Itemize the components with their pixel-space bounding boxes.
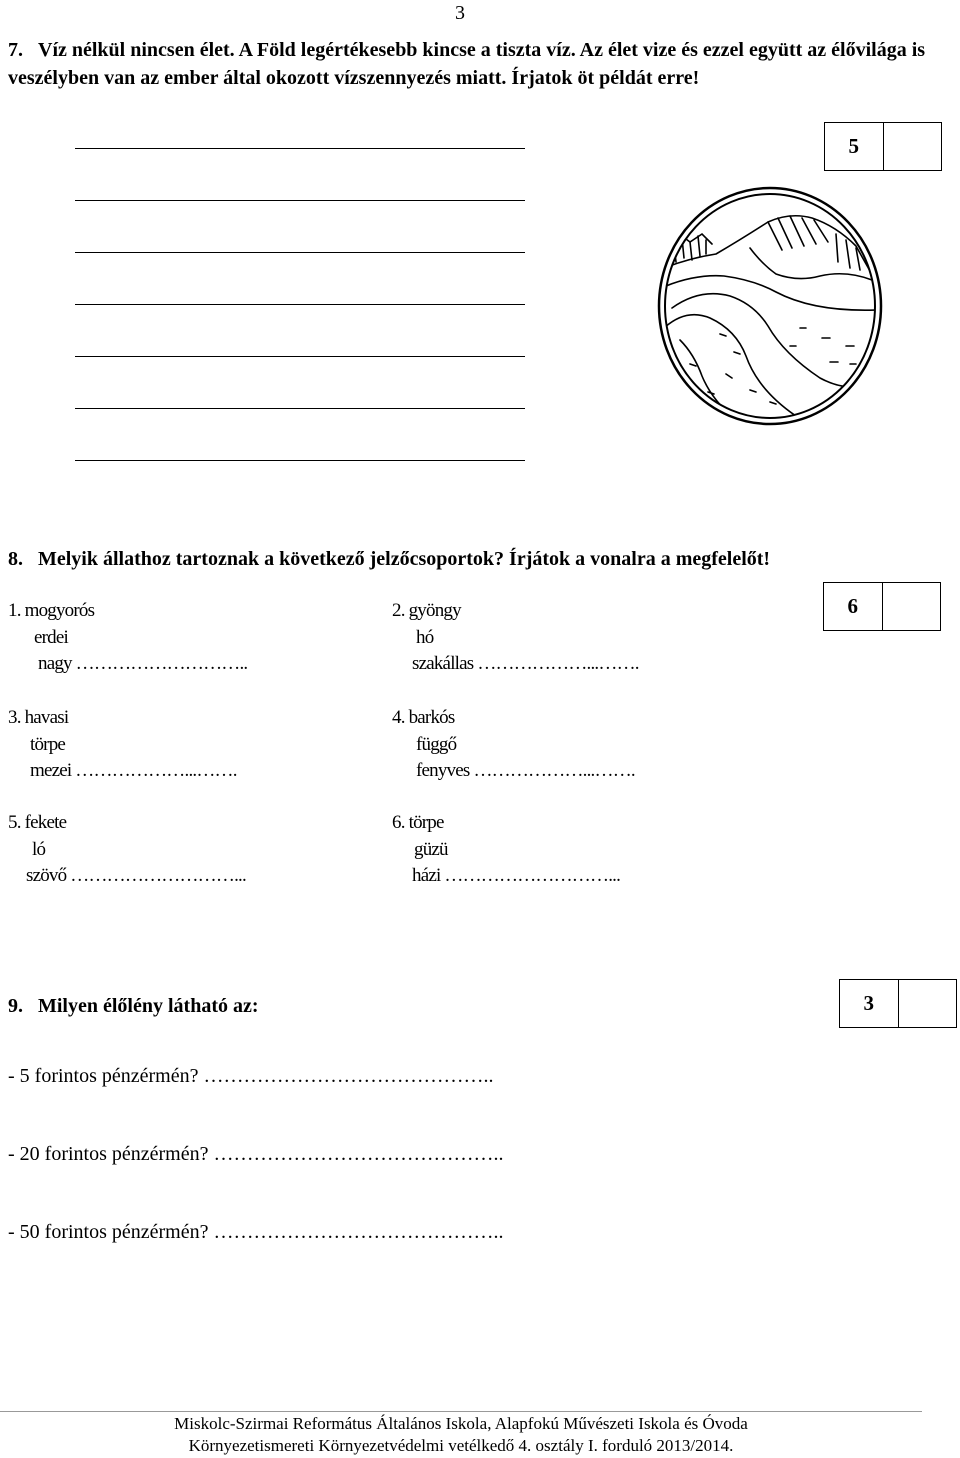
animal-group-5 [8, 810, 246, 890]
score-entry-field[interactable] [899, 980, 957, 1027]
points-label: 6 [824, 583, 883, 630]
answer-dotted-line[interactable]: szövő ………………………... [26, 865, 246, 886]
answer-line-4[interactable] [75, 304, 525, 305]
footer-school-name: Miskolc-Szirmai Református Általános Iskola, Alapfokú Művészeti Iskola és Óvoda [174, 1414, 748, 1433]
group-line: 3. havasi [8, 707, 69, 728]
answer-dotted-line[interactable]: mezei ………………...……. [30, 760, 237, 781]
group-line: güzü [414, 838, 448, 860]
group-line: erdei [34, 626, 68, 648]
group-line: 2. gyöngy [392, 600, 461, 621]
points-label: 3 [840, 980, 899, 1027]
page-number: 3 [455, 2, 465, 24]
animal-group-2 [392, 598, 639, 678]
score-box-q8 [823, 582, 941, 631]
answer-line-3[interactable] [75, 252, 525, 253]
animal-group-3 [8, 705, 237, 785]
answer-line-7[interactable] [75, 460, 525, 461]
question-9 [8, 992, 259, 1020]
question-8 [8, 545, 770, 573]
group-line: 1. mogyorós [8, 600, 95, 621]
question-7 [8, 36, 938, 92]
animal-group-6 [392, 810, 620, 890]
question-7-text: Víz nélkül nincsen élet. A Föld legértékesebb kincse a tiszta víz. Az élet vize és ezzel együtt az élővilága is veszélyben van az ember által okozott vízszennyezés miatt. Írjatok öt példát erre! [8, 39, 926, 89]
answer-line-2[interactable] [75, 200, 525, 201]
animal-group-1 [8, 598, 247, 678]
river-landscape-illustration [650, 178, 890, 438]
group-line: 6. törpe [392, 812, 444, 833]
coin-question-50-forint[interactable]: - 50 forintos pénzérmén? …………………………………….. [8, 1221, 504, 1243]
group-line: hó [416, 626, 434, 648]
group-line: törpe [30, 733, 66, 755]
answer-line-1[interactable] [75, 148, 525, 149]
group-line: ló [32, 838, 46, 860]
question-9-text: Milyen élőlény látható az: [38, 995, 259, 1017]
footer-divider [0, 1411, 922, 1412]
animal-group-4 [392, 705, 635, 785]
score-box-q9 [839, 979, 957, 1028]
answer-line-5[interactable] [75, 356, 525, 357]
answer-dotted-line[interactable]: házi ………………………... [412, 865, 621, 886]
score-entry-field[interactable] [884, 123, 942, 170]
points-label: 5 [825, 123, 884, 170]
question-7-number: 7. [8, 39, 23, 61]
group-line: 4. barkós [392, 707, 455, 728]
question-8-number: 8. [8, 548, 23, 570]
question-8-text: Melyik állathoz tartoznak a következő jelzőcsoportok? Írjátok a vonalra a megfelelőt! [38, 548, 771, 570]
score-box-q7 [824, 122, 942, 171]
footer-competition-info: Környezetismereti Környezetvédelmi vetélkedő 4. osztály I. forduló 2013/2014. [188, 1436, 734, 1455]
question-9-number: 9. [8, 995, 23, 1017]
group-line: 5. fekete [8, 812, 67, 833]
answer-dotted-line[interactable]: nagy ……………………….. [38, 653, 248, 674]
answer-dotted-line[interactable]: fenyves ………………...……. [416, 760, 635, 781]
group-line: függő [416, 733, 457, 755]
answer-line-6[interactable] [75, 408, 525, 409]
answer-dotted-line[interactable]: szakállas ………………...……. [412, 653, 639, 674]
score-entry-field[interactable] [883, 583, 941, 630]
coin-question-20-forint[interactable]: - 20 forintos pénzérmén? …………………………………….. [8, 1143, 504, 1165]
coin-question-5-forint[interactable]: - 5 forintos pénzérmén? …………………………………….. [8, 1065, 494, 1087]
